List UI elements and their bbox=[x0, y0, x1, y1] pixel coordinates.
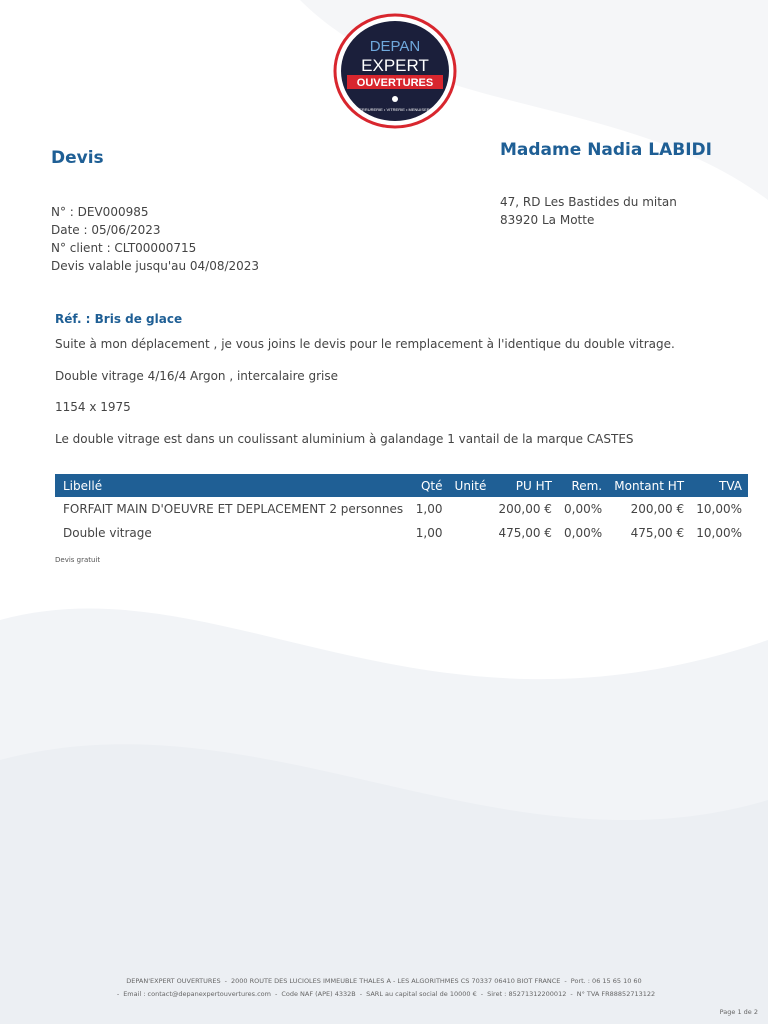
row-label: Double vitrage bbox=[63, 526, 152, 540]
page-number: Page 1 de 2 bbox=[719, 1008, 758, 1016]
valid-until: Devis valable jusqu'au 04/08/2023 bbox=[51, 259, 260, 273]
document-title: Devis bbox=[51, 148, 104, 168]
logo-tagline: SERRURERIE • VITRERIE • MENUISERIE bbox=[356, 107, 434, 112]
logo-text-expert: EXPERT bbox=[361, 56, 429, 75]
row-unit-price: 200,00 € bbox=[498, 502, 552, 516]
header-label: Libellé bbox=[63, 478, 103, 493]
items-table bbox=[55, 474, 748, 545]
footer-line-2: - Email : contact@depanexpertouvertures.com - Code NAF (APE) 4332B - SARL au capital social de 10000 € - Siret : 85271312200012 - N° TVA FR88852713122 bbox=[116, 990, 656, 998]
header-discount: Rem. bbox=[571, 478, 603, 493]
body-line-2: Double vitrage 4/16/4 Argon , intercalaire grise bbox=[55, 369, 339, 383]
row-vat: 10,00% bbox=[696, 502, 742, 516]
footer-vat: N° TVA FR88852713122 bbox=[576, 990, 656, 998]
footer-address: 2000 ROUTE DES LUCIOLES IMMEUBLE THALES A - LES ALGORITHMES CS 70337 06410 BIOT FRANCE bbox=[230, 977, 561, 985]
header-amount: Montant HT bbox=[614, 478, 685, 493]
header-unit-price: PU HT bbox=[515, 478, 552, 493]
table-row bbox=[55, 521, 748, 545]
client-name: Madame Nadia LABIDI bbox=[500, 140, 712, 160]
quote-note: Devis gratuit bbox=[55, 556, 101, 564]
company-logo bbox=[333, 13, 457, 129]
header-vat: TVA bbox=[719, 478, 742, 493]
footer-phone: Port. : 06 15 65 10 60 bbox=[570, 977, 642, 985]
client-number: N° client : CLT00000715 bbox=[51, 241, 197, 255]
row-amount: 200,00 € bbox=[630, 502, 685, 516]
row-unit bbox=[449, 497, 493, 521]
quote-meta bbox=[51, 203, 259, 275]
logo-text-depan: DEPAN bbox=[369, 38, 421, 55]
footer-capital: SARL au capital social de 10000 € bbox=[366, 990, 477, 998]
quote-number: N° : DEV000985 bbox=[51, 205, 149, 219]
row-discount: 0,00% bbox=[564, 526, 603, 540]
client-address-line2: 83920 La Motte bbox=[500, 213, 595, 227]
footer-naf: Code NAF (APE) 4332B bbox=[281, 990, 356, 998]
row-label: FORFAIT MAIN D'OEUVRE ET DEPLACEMENT 2 personnes bbox=[63, 502, 404, 516]
footer-company: DEPAN'EXPERT OUVERTURES bbox=[126, 977, 221, 985]
row-vat: 10,00% bbox=[696, 526, 742, 540]
body-line-1: Suite à mon déplacement , je vous joins le devis pour le remplacement à l'identique du double vitrage. bbox=[55, 337, 675, 351]
footer-line-1: DEPAN'EXPERT OUVERTURES - 2000 ROUTE DES LUCIOLES IMMEUBLE THALES A - LES ALGORITHMES CS 70337 06410 BIOT FRANCE - Port. : 06 15 65 10 60 bbox=[126, 977, 642, 985]
logo-text-ouvertures: OUVERTURES bbox=[356, 77, 434, 89]
reference: Réf. : Bris de glace bbox=[55, 312, 183, 326]
footer-siret: Siret : 85271312200012 bbox=[487, 990, 567, 998]
body-line-4: Le double vitrage est dans un coulissant aluminium à galandage 1 vantail de la marque CASTES bbox=[55, 432, 634, 446]
client-address bbox=[500, 193, 677, 229]
table-header bbox=[55, 474, 748, 497]
header-unit: Unité bbox=[454, 478, 487, 493]
quote-date: Date : 05/06/2023 bbox=[51, 223, 161, 237]
table-row bbox=[55, 497, 748, 521]
row-qty: 1,00 bbox=[415, 526, 443, 540]
body-line-3: 1154 x 1975 bbox=[55, 400, 131, 414]
row-qty: 1,00 bbox=[415, 502, 443, 516]
row-unit-price: 475,00 € bbox=[498, 526, 552, 540]
row-discount: 0,00% bbox=[564, 502, 603, 516]
row-unit bbox=[449, 521, 493, 545]
client-address-line1: 47, RD Les Bastides du mitan bbox=[500, 195, 677, 209]
header-qty: Qté bbox=[420, 478, 443, 493]
footer-email: Email : contact@depanexpertouvertures.com bbox=[123, 990, 271, 998]
row-amount: 475,00 € bbox=[630, 526, 685, 540]
